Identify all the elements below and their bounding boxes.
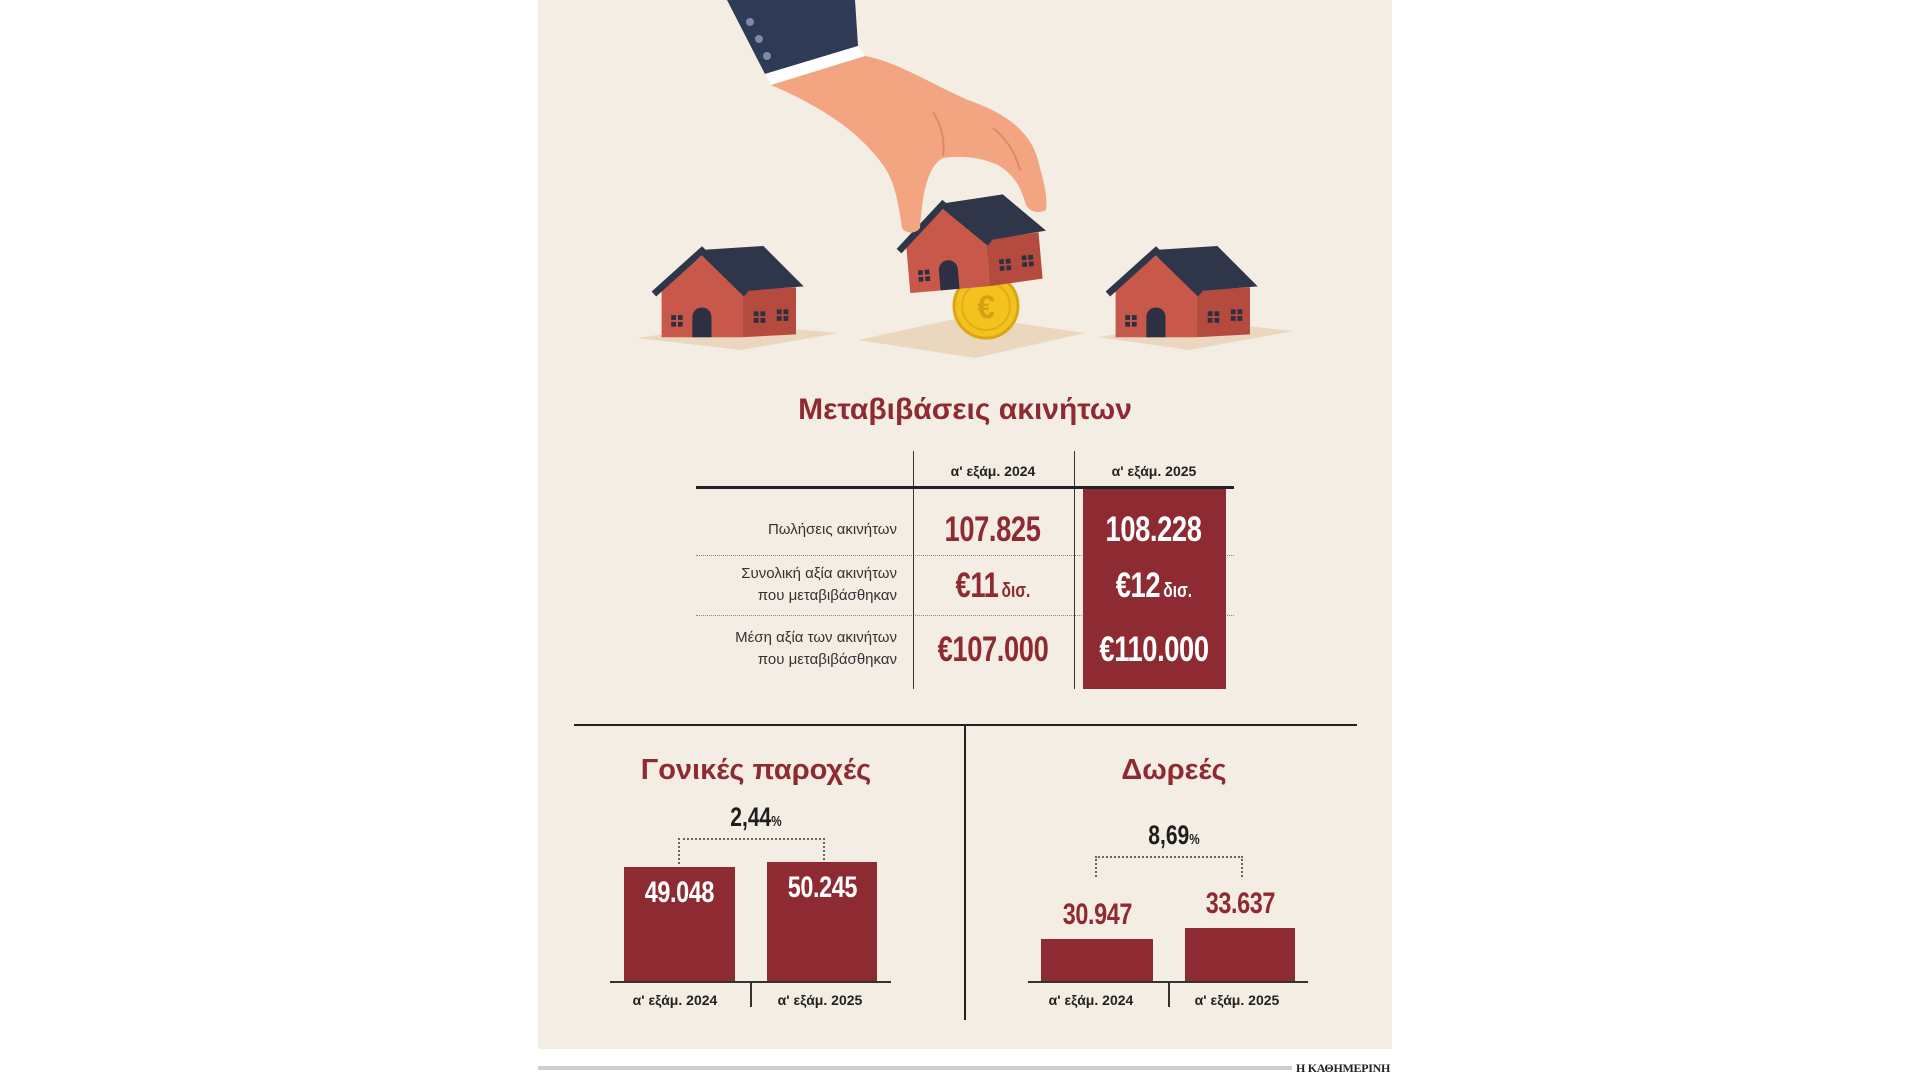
bar-label-2025 (767, 868, 877, 908)
table-cell-total-value-2024 (913, 566, 1073, 606)
house-icon-left (654, 246, 804, 337)
table-cell-sales-2025 (1074, 510, 1234, 550)
cell-unit: δισ. (1001, 580, 1031, 602)
row-label-average-value (688, 627, 897, 671)
change-label (656, 802, 856, 837)
bar-label-2024 (624, 873, 735, 913)
row-label-total-value (688, 563, 897, 607)
change-bracket (1095, 856, 1243, 877)
bar-value-label: 50.245 (787, 871, 857, 904)
category-label-2024: α' εξάμ. 2024 (632, 992, 718, 1008)
cell-value: €12 (1115, 566, 1161, 605)
page-title: Μεταβιβάσεις ακινήτων (798, 393, 1132, 426)
chart-title-parental-grants: Γονικές παροχές (640, 754, 872, 786)
row-label-line: Μέση αξία των ακινήτων (735, 629, 897, 646)
table-cell-average-value-2025 (1074, 630, 1234, 670)
cell-value: €107.000 (937, 630, 1049, 669)
bar-label-2024 (1041, 895, 1153, 935)
column-header-2025: α' εξάμ. 2025 (1111, 463, 1197, 479)
change-bracket (678, 838, 825, 864)
house-icon-right (1108, 246, 1258, 337)
infographic-panel (538, 0, 1392, 1049)
row-label-line: Πωλήσεις ακινήτων (767, 521, 897, 538)
illustration (538, 0, 1392, 370)
bar-value-label: 30.947 (1062, 898, 1132, 931)
chart-title-donations: Δωρεές (1121, 754, 1227, 786)
bar-value-label: 49.048 (644, 876, 715, 909)
row-label-sales (688, 519, 897, 541)
source-logo: Η ΚΑΘΗΜΕΡΙΝΗ (1296, 1061, 1391, 1075)
cell-unit: δισ. (1163, 580, 1193, 602)
bar-value-label: 33.637 (1205, 887, 1275, 920)
bar-2024 (1041, 939, 1153, 982)
cell-value: €110.000 (1099, 630, 1209, 669)
category-label-2024: α' εξάμ. 2024 (1048, 992, 1134, 1008)
cell-value: €11 (955, 566, 999, 605)
section-divider-vertical (964, 725, 966, 1020)
table-cell-sales-2024 (913, 510, 1073, 550)
cell-value: 108.228 (1106, 510, 1202, 549)
category-label-2025: α' εξάμ. 2025 (777, 992, 863, 1008)
footer-rule (538, 1066, 1292, 1070)
bar-label-2025 (1185, 884, 1295, 924)
table-cell-average-value-2024 (913, 630, 1073, 670)
row-label-line: που μεταβιβάσθηκαν (757, 651, 897, 668)
column-header-2024: α' εξάμ. 2024 (950, 463, 1036, 479)
coin-symbol: € (977, 289, 995, 325)
change-unit: % (1189, 831, 1200, 848)
change-unit: % (771, 813, 782, 830)
row-label-line: που μεταβιβάσθηκαν (757, 587, 897, 604)
change-value: 2,44 (730, 802, 772, 832)
change-value: 8,69 (1148, 820, 1190, 850)
table-cell-total-value-2025 (1074, 566, 1234, 606)
category-label-2025: α' εξάμ. 2025 (1194, 992, 1280, 1008)
bar-2025 (1185, 928, 1295, 982)
change-label (1074, 820, 1274, 855)
row-label-line: Συνολική αξία ακινήτων (741, 565, 897, 582)
header-rule (696, 486, 1234, 489)
cell-value: 107.825 (945, 510, 1041, 549)
